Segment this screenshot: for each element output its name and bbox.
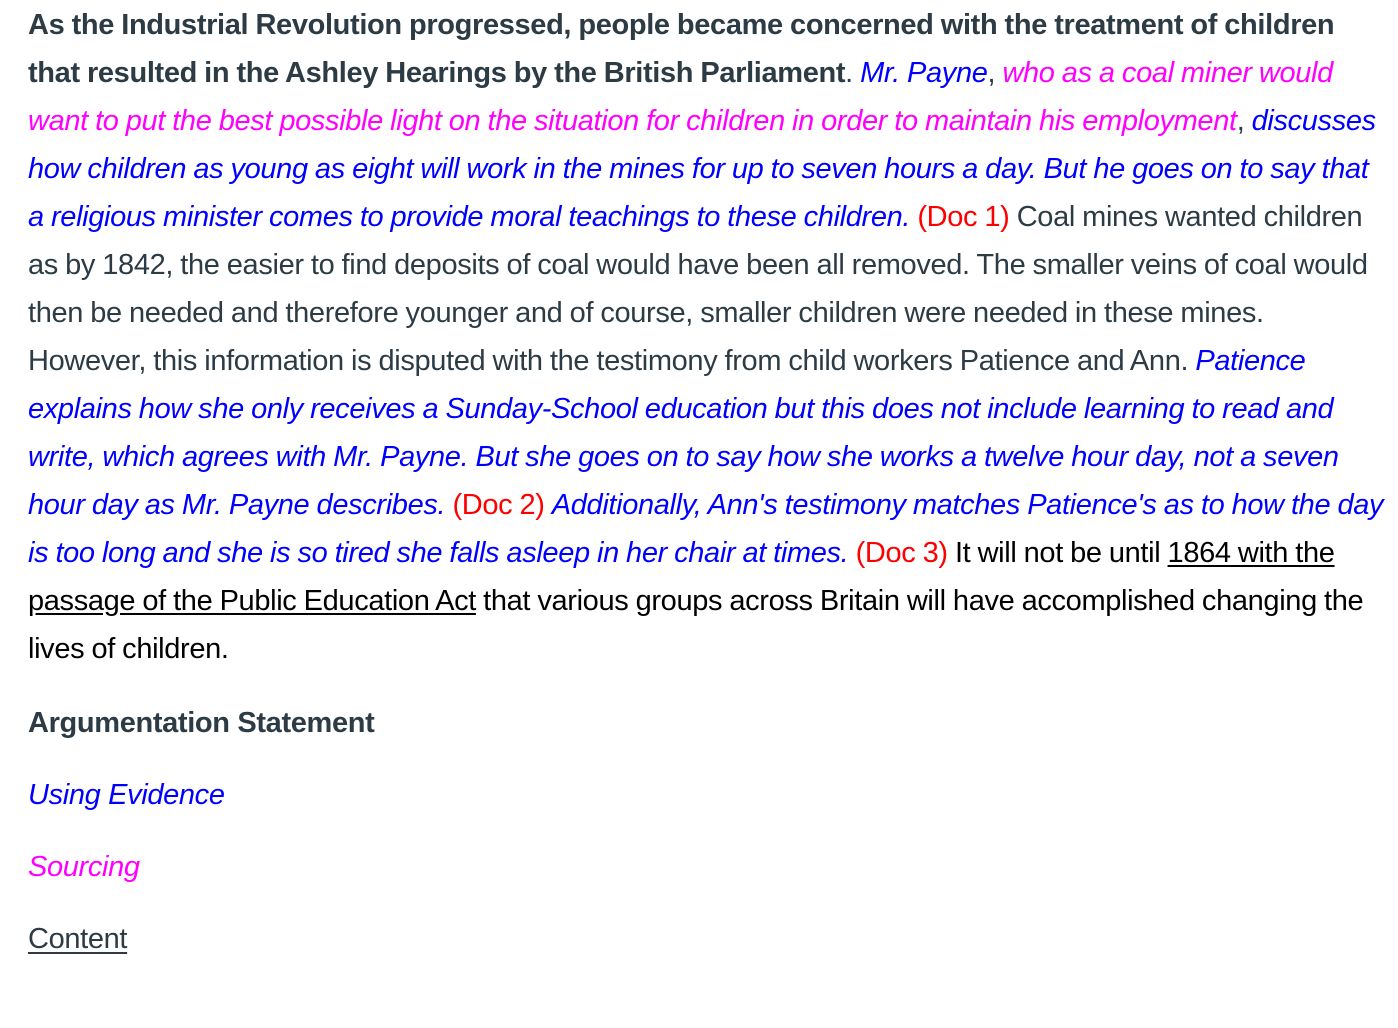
evidence-subject: Mr. Payne	[860, 57, 988, 89]
content-text-underlined: 1864 with the passage of the Public Education Act	[28, 537, 1335, 617]
evidence-text-2: Patience explains how she only receives a Sunday-School education but this does not include learning to read and write, which agrees with Mr. Payne. But she goes on to say how she works a twelve hour day, not a seven hour day as Mr. Payne describes.	[28, 345, 1339, 521]
punctuation: ,	[987, 57, 1003, 89]
essay-paragraph	[28, 0, 1388, 673]
doc-reference-1: (Doc 1)	[917, 201, 1010, 233]
content-text-pre: It will not be until	[947, 537, 1168, 569]
punctuation: .	[845, 57, 861, 89]
content-text-post: that various groups across Britain will have accomplished changing the lives of children.	[28, 585, 1364, 665]
evidence-text-3: Additionally, Ann's testimony matches Patience's as to how the day is too long and she is so tired she falls asleep in her chair at times.	[28, 489, 1384, 569]
doc-reference-2: (Doc 2)	[452, 489, 545, 521]
legend-heading: Argumentation Statement	[28, 707, 375, 739]
legend-sourcing: Sourcing	[28, 851, 140, 883]
argumentation-statement: As the Industrial Revolution progressed, people became concerned with the treatment of children that resulted in the Ashley Hearings by the British Parliament	[28, 9, 1335, 89]
legend-content: Content	[28, 923, 128, 955]
legend-using-evidence: Using Evidence	[28, 779, 225, 811]
evidence-text-1: discusses how children as young as eight will work in the mines for up to seven hours a day. But he goes on to say that a religious minister comes to provide moral teachings to these children.	[28, 105, 1376, 233]
doc-reference-3: (Doc 3)	[855, 537, 948, 569]
document-body	[28, 0, 1388, 963]
punctuation: ,	[1236, 105, 1252, 137]
sourcing-text: who as a coal miner would want to put the best possible light on the situation for children in order to maintain his employment	[28, 57, 1333, 137]
analysis-text: Coal mines wanted children as by 1842, the easier to find deposits of coal would have been all removed. The smaller veins of coal would then be needed and therefore younger and of course, smaller children were needed in these mines. However, this information is disputed with the testimony from child workers Patience and Ann.	[28, 201, 1368, 377]
